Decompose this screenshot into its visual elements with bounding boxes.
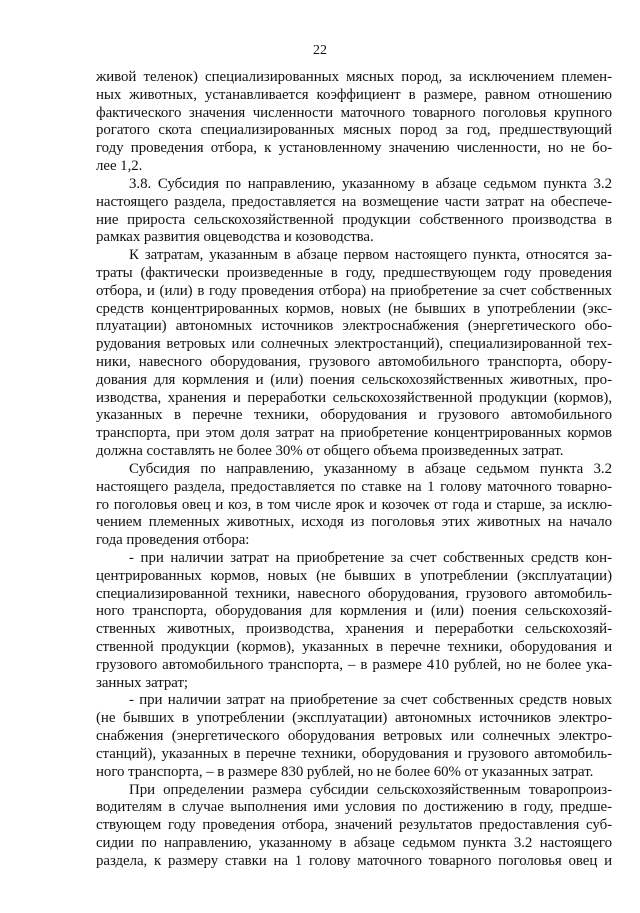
text-line: раздела, к размеру ставки на 1 голову маточного товарного поголовья овец и — [96, 852, 612, 869]
text-line: занных затрат; — [96, 674, 189, 691]
text-line: К затратам, указанным в абзаце первом настоящего пункта, относятся за- — [129, 247, 612, 264]
text-line: ственных животных, производства, хранения и переработки сельскохозяй- — [96, 621, 612, 638]
text-line: рогатого скота специализированных мясных пород за год, предшествующий — [96, 122, 612, 139]
text-line: лее 1,2. — [96, 158, 143, 175]
text-line: ного транспорта, – в размере 830 рублей, но не более 60% от указанных затрат. — [96, 763, 594, 780]
text-line: живой теленок) специализированных мясных пород, за исключением племен- — [96, 69, 612, 85]
text-line: году проведения отбора, к установленному значению численности, но не бо- — [96, 140, 612, 157]
text-line: средств концентрированных кормов, новых (не бывших в употреблении (экс- — [96, 300, 612, 317]
text-line: грузового автомобильного транспорта, – в размере 410 рублей, но не более ука- — [96, 656, 612, 673]
text-line: ных животных, устанавливается коэффициент в размере, равном отношению — [96, 86, 612, 103]
text-line: изводства, хранения и переработки сельскохозяйственной продукции (кормов), — [96, 389, 612, 406]
text-line: отбора, и (или) в году проведения отбора) на приобретение за счет собственных — [96, 282, 612, 299]
text-line: го поголовья овец и коз, в том числе ярок и козочек от года и старше, за исклю- — [96, 496, 612, 513]
text-line: ного транспорта, оборудования для кормления и (или) поения сельскохозяй- — [96, 603, 612, 620]
text-line: рамках развития овцеводства и козоводства. — [96, 229, 374, 246]
text-line: ники, навесного оборудования, грузового автомобильного транспорта, обору- — [96, 354, 612, 370]
text-line: ствующем году проведения отбора, значений результатов предоставления суб- — [96, 817, 612, 834]
text-line: водителям в случае выполнения ими условия по достижению в году, предше- — [96, 799, 612, 816]
text-line: фактического значения численности маточного товарного поголовья крупного — [96, 104, 612, 121]
text-line: траты (фактически произведенные в году, предшествующем году проведения — [96, 264, 612, 281]
text-line: снабжения (энергетического оборудования ветровых или солнечных электро- — [96, 728, 612, 745]
text-line: дования для кормления и (или) поения сельскохозяйственных животных, про- — [96, 371, 612, 388]
text-line: центрированных кормов, новых (не бывших в употреблении (эксплуатации) — [96, 567, 612, 584]
text-line: станций), указанных в перечне техники, оборудования и грузового автомобиль- — [96, 745, 612, 762]
text-line: чением племенных животных, исходя из поголовья этих животных на начало — [96, 514, 612, 531]
text-line: настоящего раздела, предоставляется на возмещение части затрат на обеспече- — [96, 193, 612, 210]
text-line: указанных в перечне техники, оборудования и грузового автомобильного — [96, 407, 612, 424]
text-line: (не бывших в употреблении (эксплуатации) автономных источников электро- — [96, 710, 612, 727]
text-line: транспорта, при этом доля затрат на приобретение концентрированных кормов — [96, 425, 612, 442]
text-line: - при наличии затрат на приобретение за счет собственных средств новых — [129, 692, 612, 709]
text-line: рудования ветровых или солнечных электростанций), специализированной тех- — [96, 336, 612, 353]
text-line: - при наличии затрат на приобретение за счет собственных средств кон- — [129, 549, 612, 566]
body-text — [96, 69, 612, 871]
text-line: настоящего раздела, предоставляется по ставке на 1 голову маточного товарно- — [96, 478, 612, 495]
text-line: специализированной техники, навесного оборудования, грузового автомобиль- — [96, 585, 612, 602]
text-line: года проведения отбора: — [96, 532, 250, 549]
text-line: При определении размера субсидии сельскохозяйственным товаропроиз- — [129, 781, 612, 798]
text-line: ние прироста сельскохозяйственной продукции собственного производства в — [96, 211, 612, 228]
page-number: 22 — [313, 43, 327, 58]
text-line: должна составлять не более 30% от общего объема произведенных затрат. — [96, 443, 564, 460]
text-line: плуатации) автономных источников электроснабжения (энергетического обо- — [96, 318, 612, 335]
text-line: ственной продукции (кормов), указанных в перечне техники, оборудования и — [96, 639, 612, 655]
text-line: сидии по направлению, указанному в абзаце седьмом пункта 3.2 настоящего — [96, 834, 612, 851]
text-line: 3.8. Субсидия по направлению, указанному в абзаце седьмом пункта 3.2 — [129, 175, 612, 192]
text-line: Субсидия по направлению, указанному в абзаце седьмом пункта 3.2 — [129, 460, 612, 477]
